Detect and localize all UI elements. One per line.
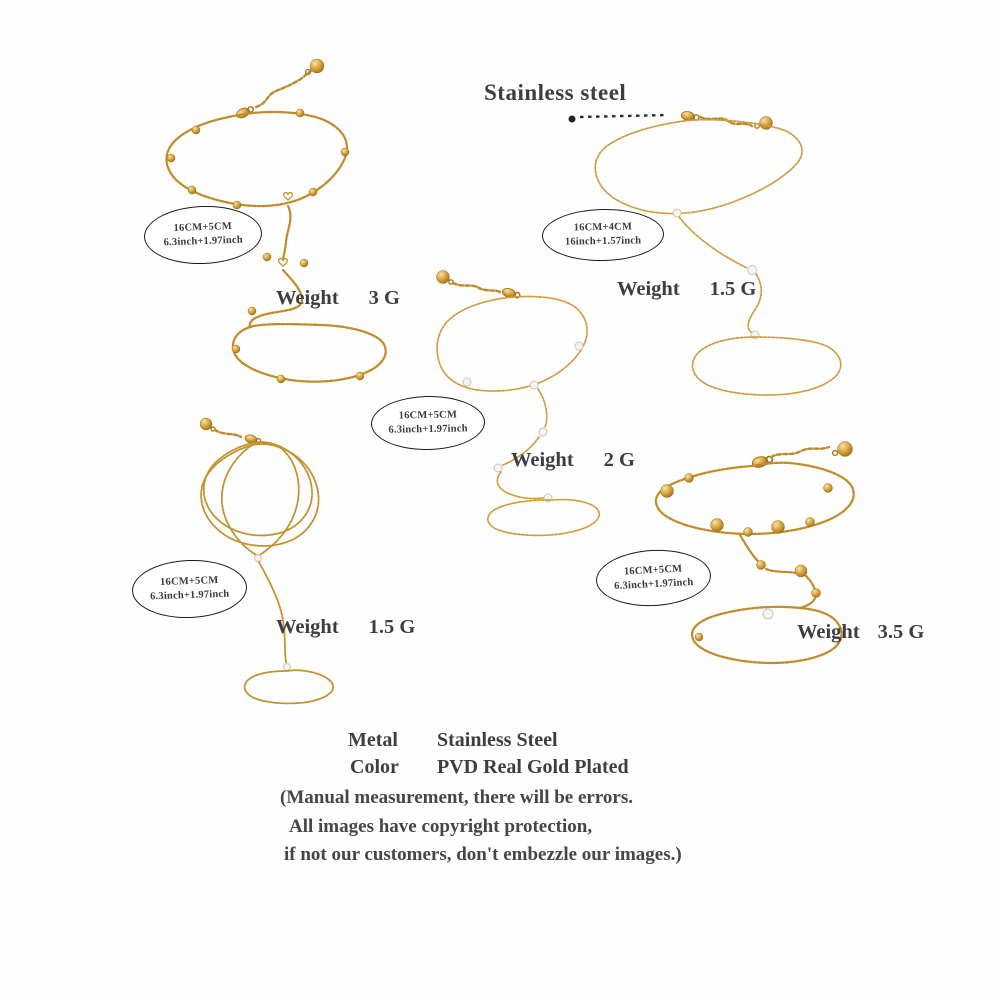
weight-value: 2 G [603, 449, 635, 471]
drop-chain [766, 569, 795, 573]
weight-annotation-2 [617, 278, 756, 301]
wrist-chain [595, 120, 802, 214]
gold-bead [695, 633, 703, 641]
weight-word: Weight [511, 449, 574, 471]
pointer-line [569, 115, 669, 123]
spec-metal-value: Stainless Steel [437, 729, 558, 751]
disclaimer-line-1: (Manual measurement, there will be errors. [280, 787, 634, 808]
disc-charm [200, 418, 212, 430]
size-inch: 6.3inch+1.97inch [613, 576, 694, 593]
gold-bead [812, 589, 821, 598]
weight-word: Weight [797, 621, 860, 643]
size-cm: 16CM+5CM [623, 563, 683, 578]
gold-bead [757, 561, 766, 570]
finger-loop-chain [488, 500, 599, 536]
extender-chain [256, 69, 313, 107]
connector-link [255, 555, 262, 562]
disc-charm [838, 442, 853, 457]
weight-word: Weight [276, 616, 339, 638]
connector-link [284, 664, 291, 671]
disc-charm [437, 271, 450, 284]
size-inch: 6.3inch+1.97inch [388, 423, 468, 436]
pearl-accent [530, 381, 538, 389]
extender-chain [215, 430, 241, 437]
pearl-accent [539, 428, 547, 436]
extender-chain [771, 447, 829, 457]
size-inch: 6.3inch+1.97inch [163, 234, 243, 249]
wrist-chain [437, 296, 587, 391]
drop-chain [497, 472, 543, 499]
spec-color-value: PVD Real Gold Plated [437, 756, 629, 778]
weight-annotation-5 [797, 621, 924, 644]
disclaimer-line-2: All images have copyright protection, [289, 816, 593, 837]
weight-value: 1.5 G [368, 616, 416, 638]
drop-chain [538, 389, 547, 427]
disc-charm [310, 59, 324, 73]
disclaimer-line-3: if not our customers, don't embezzle our images.) [284, 844, 682, 865]
pearl-accent [575, 342, 583, 350]
wrist-chain [656, 463, 854, 534]
finger-loop-chain [245, 670, 333, 703]
pearl-accent [763, 609, 773, 619]
drop-chain [283, 206, 290, 262]
weight-annotation-4 [276, 616, 415, 639]
spec-metal-label: Metal [348, 729, 398, 751]
size-cm: 16CM+5CM [398, 409, 458, 422]
heart-connector [279, 259, 288, 266]
weight-value: 3.5 G [877, 621, 925, 643]
spec-color-label: Color [350, 756, 399, 778]
extender-chain [453, 283, 500, 292]
finger-loop-chain [693, 337, 841, 395]
weight-annotation-1 [276, 287, 400, 310]
pointer-dot [569, 116, 576, 123]
size-cm: 16CM+5CM [173, 220, 233, 234]
pearl-accent [494, 464, 502, 472]
weight-value: 3 G [368, 287, 400, 309]
material-title: Stainless steel [484, 80, 627, 105]
disc-charm [760, 117, 773, 130]
drop-chain [740, 535, 760, 563]
weight-word: Weight [276, 287, 339, 309]
weight-annotation-3 [511, 449, 635, 472]
drop-chain [800, 598, 815, 608]
drop-chain [679, 217, 747, 268]
crystal-accent [673, 209, 681, 217]
bracelet-bottom-left [200, 418, 333, 703]
jump-ring [833, 451, 838, 456]
weight-value: 1.5 G [709, 278, 757, 300]
drop-chain [259, 562, 286, 662]
drop-chain [806, 576, 815, 591]
pearl-accent [463, 378, 471, 386]
size-inch: 6.3inch+1.97inch [149, 588, 230, 603]
weight-word: Weight [617, 278, 680, 300]
size-cm: 16CM+4CM [573, 221, 633, 234]
crystal-accent [748, 266, 757, 275]
size-cm: 16CM+5CM [159, 574, 219, 588]
heart-connector [284, 193, 293, 200]
size-inch: 16inch+1.57inch [564, 235, 642, 248]
